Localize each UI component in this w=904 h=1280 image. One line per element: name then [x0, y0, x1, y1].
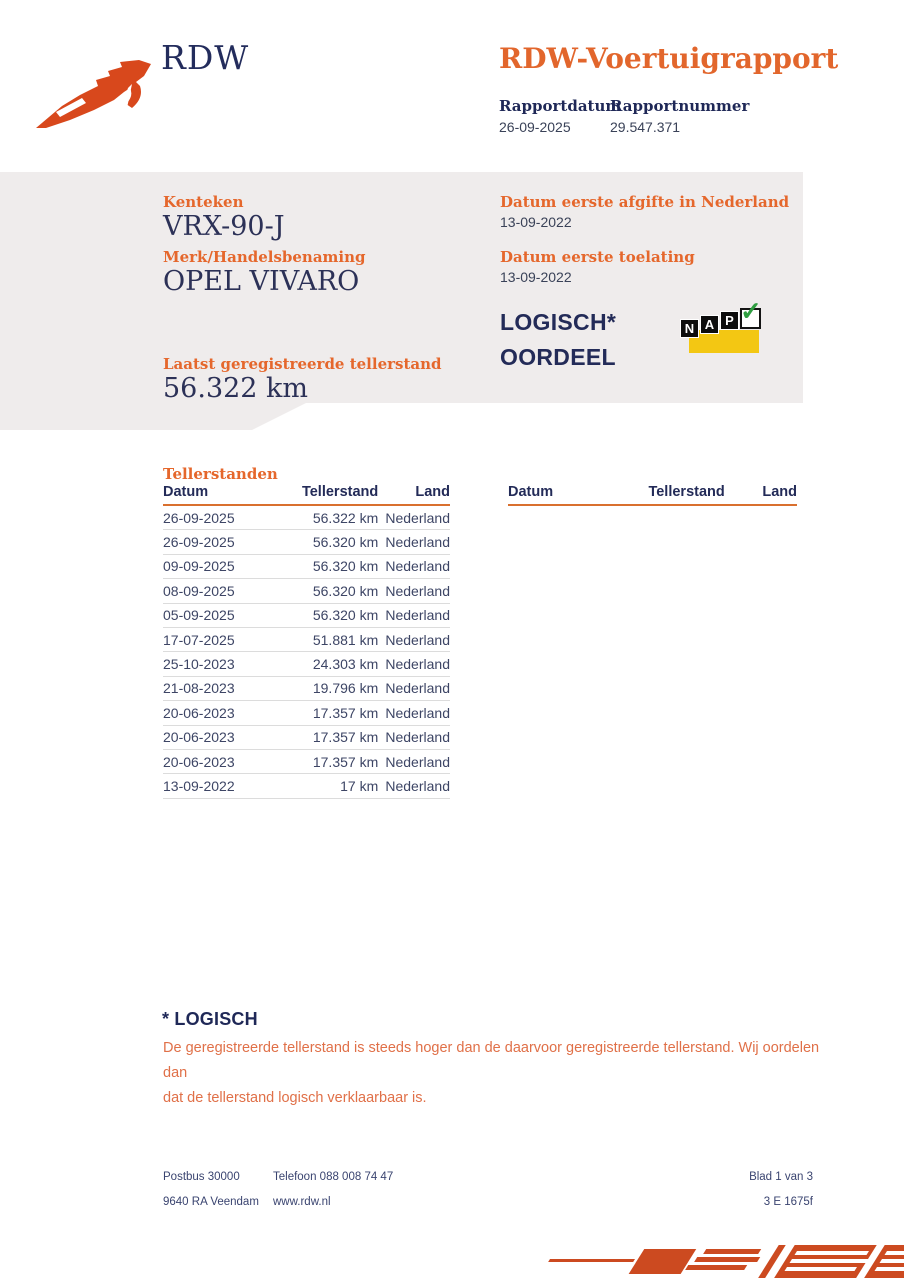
table-row	[163, 579, 450, 603]
cell-tellerstand: 24.303 km	[312, 656, 379, 673]
cell-tellerstand: 56.322 km	[312, 509, 379, 526]
report-number-value: 29.547.371	[610, 119, 681, 135]
cell-tellerstand: 56.320 km	[312, 534, 379, 551]
cell-tellerstand: 17.357 km	[312, 704, 379, 721]
cell-tellerstand: 56.320 km	[312, 607, 379, 624]
cell-datum: 08-09-2025	[163, 582, 235, 599]
cell-tellerstand: 51.881 km	[312, 631, 379, 648]
laatste-tellerstand-value: 56.322 km	[163, 373, 309, 404]
oordeel-line2: OORDEEL	[500, 344, 616, 370]
cell-datum: 05-09-2025	[163, 607, 235, 624]
cell-datum: 09-09-2025	[163, 558, 235, 575]
rdw-wordmark: RDW	[161, 38, 250, 77]
table-row	[163, 750, 450, 774]
footer-form-code: 3 E 1675f	[763, 1196, 813, 1208]
nap-checkbox	[740, 296, 762, 329]
col-header-tellerstand: Tellerstand	[301, 484, 379, 500]
cell-tellerstand: 17.357 km	[312, 729, 379, 746]
table-row	[163, 628, 450, 652]
oordeel-line1: LOGISCH*	[500, 309, 617, 335]
nap-letter-n: N	[680, 319, 699, 338]
footer-page-number: Blad 1 van 3	[749, 1171, 813, 1183]
cell-tellerstand: 19.796 km	[312, 680, 379, 697]
col-header-land: Land	[762, 484, 797, 500]
cell-land: Nederland	[385, 680, 450, 697]
oordeel-text	[500, 305, 616, 375]
cell-tellerstand: 56.320 km	[312, 582, 379, 599]
col-header-datum: Datum	[508, 484, 554, 500]
table-body	[163, 506, 450, 799]
cell-land: Nederland	[385, 509, 450, 526]
footer-postbus: Postbus 30000	[163, 1171, 240, 1183]
table-row	[163, 604, 450, 628]
table-row	[163, 506, 450, 530]
cell-datum: 21-08-2023	[163, 680, 235, 697]
cell-tellerstand: 17.357 km	[312, 753, 379, 770]
tellerstanden-table-empty	[508, 484, 797, 506]
kenteken-value: VRX-90-J	[163, 211, 285, 242]
cell-datum: 20-06-2023	[163, 704, 235, 721]
cell-land: Nederland	[385, 607, 450, 624]
cell-land: Nederland	[385, 582, 450, 599]
table-header-row	[163, 484, 450, 506]
cell-tellerstand: 17 km	[340, 777, 379, 794]
logisch-note-title: * LOGISCH	[162, 1009, 258, 1029]
bottom-stripes-graphic	[518, 1243, 904, 1280]
cell-datum: 26-09-2025	[163, 509, 235, 526]
cell-datum: 17-07-2025	[163, 631, 235, 648]
cell-land: Nederland	[385, 656, 450, 673]
table-row	[163, 774, 450, 798]
table-row	[163, 530, 450, 554]
cell-datum: 26-09-2025	[163, 534, 235, 551]
toelating-label: Datum eerste toelating	[500, 248, 695, 266]
tellerstanden-table	[163, 484, 450, 799]
cell-datum: 20-06-2023	[163, 753, 235, 770]
logisch-note-body	[163, 1036, 843, 1111]
afgifte-label: Datum eerste afgifte in Nederland	[500, 193, 790, 211]
cell-datum: 13-09-2022	[163, 777, 235, 794]
cell-tellerstand: 56.320 km	[312, 558, 379, 575]
cell-datum: 20-06-2023	[163, 729, 235, 746]
table-header-row	[508, 484, 797, 506]
table-row	[163, 555, 450, 579]
report-date-value: 26-09-2025	[499, 119, 571, 135]
nap-letter-p: P	[720, 311, 739, 330]
footer-website-link[interactable]: www.rdw.nl	[273, 1196, 331, 1208]
cell-land: Nederland	[385, 753, 450, 770]
nap-logo	[679, 296, 763, 355]
kenteken-label: Kenteken	[163, 193, 244, 211]
rdw-feather-logo-icon	[36, 50, 156, 130]
table-row	[163, 726, 450, 750]
col-header-land: Land	[415, 484, 450, 500]
footer-city: 9640 RA Veendam	[163, 1196, 259, 1208]
cell-land: Nederland	[385, 777, 450, 794]
nap-check-icon: ✓	[740, 296, 762, 326]
report-number-label: Rapportnummer	[610, 97, 750, 115]
nap-letter-a: A	[700, 315, 719, 334]
col-header-datum: Datum	[163, 484, 209, 500]
cell-land: Nederland	[385, 631, 450, 648]
note-line2: dat de tellerstand logisch verklaarbaar is.	[163, 1090, 427, 1106]
table-row	[163, 701, 450, 725]
toelating-value: 13-09-2022	[500, 269, 572, 285]
cell-land: Nederland	[385, 704, 450, 721]
cell-datum: 25-10-2023	[163, 656, 235, 673]
merk-value: OPEL VIVARO	[163, 266, 360, 297]
note-line1: De geregistreerde tellerstand is steeds hoger dan de daarvoor geregistreerde tellerstand. Wij oordelen dan	[163, 1040, 820, 1081]
cell-land: Nederland	[385, 729, 450, 746]
col-header-tellerstand: Tellerstand	[648, 484, 725, 500]
tellerstanden-heading: Tellerstanden	[163, 465, 278, 483]
report-date-label: Rapportdatum	[499, 97, 622, 115]
table-row	[163, 652, 450, 676]
cell-land: Nederland	[385, 534, 450, 551]
merk-label: Merk/Handelsbenaming	[163, 248, 366, 266]
laatste-tellerstand-label: Laatst geregistreerde tellerstand	[163, 355, 442, 373]
afgifte-value: 13-09-2022	[500, 214, 572, 230]
footer-phone: Telefoon 088 008 74 47	[273, 1171, 394, 1183]
table-row	[163, 677, 450, 701]
cell-land: Nederland	[385, 558, 450, 575]
page-title: RDW-Voertuigrapport	[499, 42, 839, 75]
